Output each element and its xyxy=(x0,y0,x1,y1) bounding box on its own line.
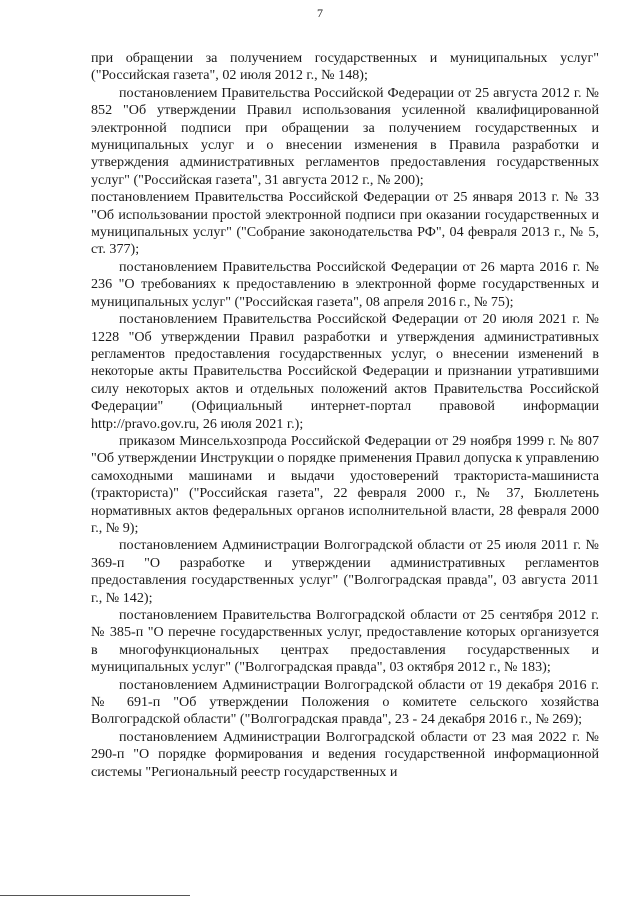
paragraph-6: приказом Минсельхозпрода Российской Федерации от 29 ноября 1999 г. № 807 "Об утверждении Инструкции о порядке применения Правил допуска к управлению самоходными машинами и выдачи удостоверений тракториста-машиниста (тракториста)" ("Российская газета", 22 февраля 2000 г., № 37, Бюллетень нормативных актов федеральных органов исполнительной власти, 28 февраля 2000 г., № 9); xyxy=(91,432,599,536)
document-body xyxy=(91,50,599,781)
paragraph-10: постановлением Администрации Волгоградской области от 23 мая 2022 г. № 290-п "О порядке формирования и ведения государственной информационной системы "Региональный реестр государственных и xyxy=(91,728,599,780)
page-number: 7 xyxy=(317,6,323,20)
paragraph-5: постановлением Правительства Российской Федерации от 20 июля 2021 г. № 1228 "Об утверждении Правил разработки и утверждения административных регламентов предоставления государственных услуг, о внесении изменений в некоторые акты Правительства Российской Федерации и признании утратившими силу некоторых актов и отдельных положений актов Правительства Российской Федерации" (Официальный интернет-портал правовой информации http://pravo.gov.ru, 26 июля 2021 г.); xyxy=(91,311,599,432)
paragraph-1: при обращении за получением государственных и муниципальных услуг" ("Российская газета", 02 июля 2012 г., № 148); xyxy=(91,50,599,84)
paragraph-2: постановлением Правительства Российской Федерации от 25 августа 2012 г. № 852 "Об утверждении Правил использования усиленной квалифицированной электронной подписи при обращении за получением государственных и муниципальных услуг и о внесении изменения в Правила разработки и утверждения административных регламентов предоставления государственных услуг" ("Российская газета", 31 августа 2012 г., № 200); xyxy=(91,84,599,188)
paragraph-7: постановлением Администрации Волгоградской области от 25 июля 2011 г. № 369-п "О разработке и утверждении административных регламентов предоставления государственных услуг" ("Волгоградская правда", 03 августа 2011 г., № 142); xyxy=(91,537,599,606)
paragraph-8: постановлением Правительства Волгоградской области от 25 сентября 2012 г. № 385-п "О перечне государственных услуг, предоставление которых организуется в многофункциональных центрах предоставления государственных и муниципальных услуг" ("Волгоградская правда", 03 октября 2012 г., № 183); xyxy=(91,607,599,676)
paragraph-9: постановлением Администрации Волгоградской области от 19 декабря 2016 г. № 691-п "Об утверждении Положения о комитете сельского хозяйства Волгоградской области" ("Волгоградская правда", 23 - 24 декабря 2016 г., № 269); xyxy=(91,676,599,728)
paragraph-3: постановлением Правительства Российской Федерации от 25 января 2013 г. № 33 "Об использовании простой электронной подписи при оказании государственных и муниципальных услуг" ("Собрание законодательства РФ", 04 февраля 2013 г., № 5, ст. 377); xyxy=(91,189,599,258)
paragraph-4: постановлением Правительства Российской Федерации от 26 марта 2016 г. № 236 "О требованиях к предоставлению в электронной форме государственных и муниципальных услуг" ("Российская газета", 08 апреля 2016 г., № 75); xyxy=(91,258,599,310)
footer-divider xyxy=(0,895,190,896)
